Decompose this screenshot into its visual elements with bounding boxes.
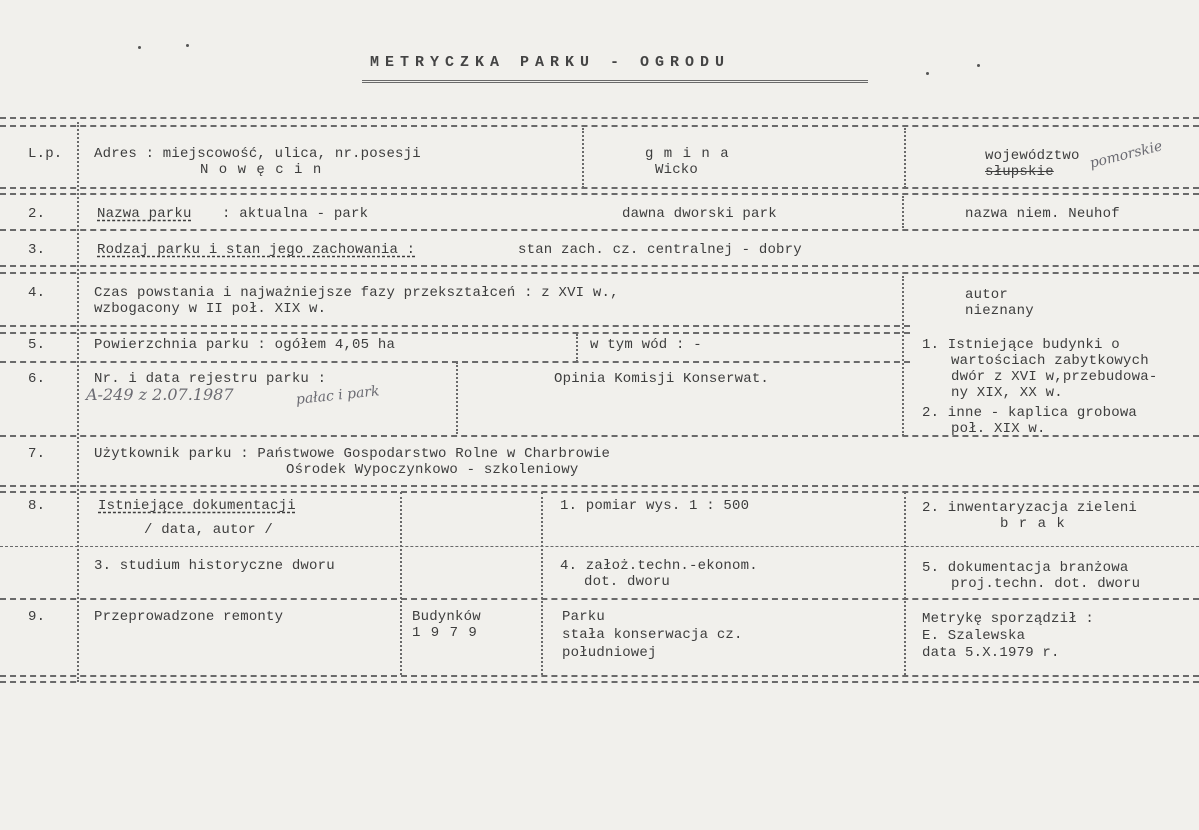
row-8-label: Istniejące dokumentacji [98,498,296,514]
column-rule-header-1 [582,128,584,188]
row-4-number: 4. [28,285,46,301]
column-rule-header-2 [904,128,906,188]
ink-speck [977,64,980,67]
column-rule-right [902,276,904,436]
handwritten-voivodeship: pomorskie [1088,138,1164,172]
row-9-buildings-label: Budynków [412,609,481,625]
row-4-line-1: Czas powstania i najważniejsze fazy przekształceń : z XVI w., [94,285,619,301]
row-6-label: Nr. i data rejestru parku : [94,371,327,387]
table-rule-header-2 [0,193,1199,195]
table-rule-header [0,187,1199,189]
header-address-value: N o w ę c i n [200,162,323,178]
column-rule-water [576,334,578,362]
row-8-doc-5-line-2: proj.techn. dot. dworu [951,576,1141,592]
header-gmina-label: g m i n a [645,146,730,162]
table-rule-row5 [0,361,910,363]
table-rule-row8a [0,546,1199,547]
column-rule-r8-c [904,492,906,675]
column-rule-r8-a [400,492,402,675]
row-9-park-line-2: stała konserwacja cz. [562,627,743,643]
column-rule-r8-b [541,492,543,675]
document-title: METRYCZKA PARKU - OGRODU [370,54,731,71]
buildings-1-line-4: ny XIX, XX w. [951,385,1063,401]
row-8-doc-3: 3. studium historyczne dworu [94,558,335,574]
handwritten-registry-note: pałac i park [295,383,381,408]
row-9-made-by-date: data 5.X.1979 r. [922,645,1060,661]
table-rule-row4-2 [0,332,910,334]
column-rule-row6 [456,362,458,434]
table-rule-top [0,117,1199,119]
row-9-made-by-label: Metrykę sporządził : [922,611,1095,627]
row-9-buildings-year: 1 9 7 9 [412,625,478,641]
row-2-current-name: : aktualna - park [222,206,369,222]
row-2-german-name: nazwa niem. Neuhof [965,206,1120,222]
row-8-doc-2-line-1: 2. inwentaryzacja zieleni [922,500,1138,516]
row-4-author: autor [965,287,1009,303]
row-8-doc-5-line-1: 5. dokumentacja branżowa [922,560,1129,576]
buildings-2-line-1: 2. inne - kaplica grobowa [922,405,1138,421]
row-2-former-name: dawna dworski park [622,206,777,222]
table-rule-top-2 [0,125,1199,127]
row-7-line-1: Użytkownik parku : Państwowe Gospodarstwo Rolne w Charbrowie [94,446,611,462]
handwritten-registry-number: A-249 z 2.07.1987 [86,385,234,404]
row-8-doc-4-line-2: dot. dworu [584,574,671,590]
row-9-park-line-3: południowej [562,645,657,661]
ink-speck [186,44,189,47]
column-rule-lp [77,122,79,682]
header-voivodeship-label: województwo [985,148,1080,164]
ink-speck [926,72,929,75]
row-3-value: stan zach. cz. centralnej - dobry [518,242,802,258]
row-8-doc-4-line-1: 4. założ.techn.-ekonom. [560,558,758,574]
buildings-1-line-2: wartościach zabytkowych [951,353,1149,369]
header-lp: L.p. [28,146,63,162]
row-4-author-unknown: nieznany [965,303,1034,319]
title-underline [362,80,868,83]
ink-speck [138,46,141,49]
table-rule-bottom [0,675,1199,677]
row-9-number: 9. [28,609,46,625]
row-9-park-line-1: Parku [562,609,606,625]
row-8-doc-1: 1. pomiar wys. 1 : 500 [560,498,750,514]
row-9-label: Przeprowadzone remonty [94,609,284,625]
row-3-label: Rodzaj parku i stan jego zachowania : [97,242,416,258]
table-rule-row3 [0,265,1199,267]
row-9-made-by-name: E. Szalewska [922,628,1026,644]
header-voivodeship-value: słupskie [985,164,1054,180]
row-5-water: w tym wód : - [590,337,702,353]
header-gmina-value: Wicko [655,162,699,178]
row-5-area: Powierzchnia parku : ogółem 4,05 ha [94,337,396,353]
row-7-line-2: Ośrodek Wypoczynkowo - szkoleniowy [286,462,579,478]
table-rule-row3-2 [0,272,1199,274]
table-rule-row8 [0,598,1199,600]
buildings-2-line-2: poł. XIX w. [951,421,1046,437]
table-rule-row7 [0,485,1199,487]
header-address-label: Adres : miejscowość, ulica, nr.posesji [94,146,421,162]
row-8-doc-2-line-2: b r a k [1000,516,1066,532]
row-8-sub: / data, autor / [144,522,274,538]
column-rule-row2 [902,196,904,228]
row-4-line-2: wzbogacony w II poł. XIX w. [94,301,327,317]
row-7-number: 7. [28,446,46,462]
buildings-1-line-3: dwór z XVI w,przebudowa- [951,369,1158,385]
row-6-number: 6. [28,371,46,387]
table-rule-row4 [0,325,910,327]
row-3-number: 3. [28,242,46,258]
row-6-opinion: Opinia Komisji Konserwat. [554,371,770,387]
row-2-label: Nazwa parku [97,206,192,222]
table-rule-bottom-2 [0,681,1199,683]
table-rule-row7-2 [0,491,1199,493]
row-5-number: 5. [28,337,46,353]
table-rule-row2 [0,229,1199,231]
row-8-number: 8. [28,498,46,514]
buildings-1-line-1: 1. Istniejące budynki o [922,337,1120,353]
row-2-number: 2. [28,206,46,222]
